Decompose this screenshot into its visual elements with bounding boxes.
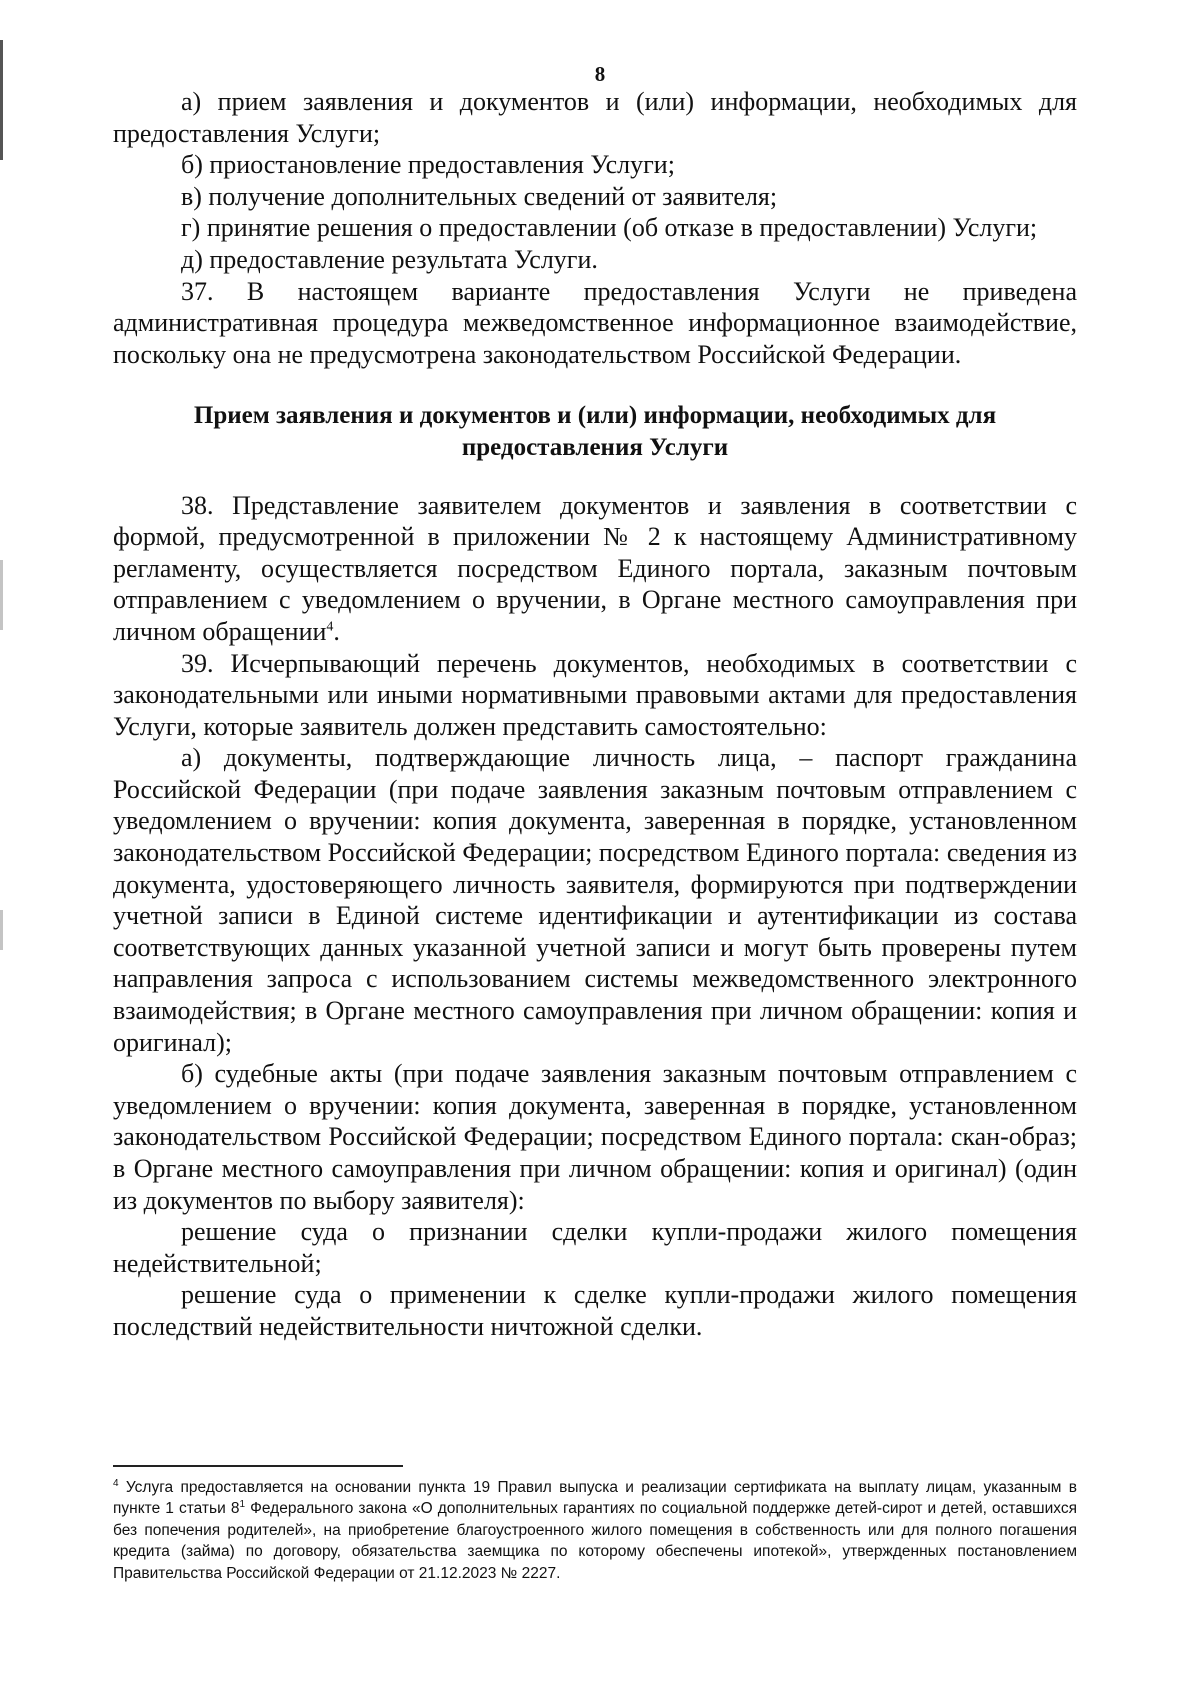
paragraph-38-end: . [333,616,340,646]
page-number: 8 [594,62,606,86]
document-body [113,86,1077,1343]
paragraph-39: 39. Исчерпывающий перечень документов, необходимых в соответствии с законодательными или иными нормативными правовыми актами для предоставления Услуги, которые заявитель должен представить самостоятельно: [113,648,1077,741]
paragraph-list-item-b: б) приостановление предоставления Услуги; [181,150,675,180]
paragraph-39-item-a: а) документы, подтверждающие личность лица, – паспорт гражданина Российской Федерации (при подаче заявления заказным почтовым отправлением с уведомлением о вручении: копия документа, заверенная в порядке, установленном законодательством Российской Федерации; посредством Единого портала: сведения из документа, удостоверяющего личность заявителя, формируются при подтверждении учетной записи в Единой системе идентификации и аутентификации из состава соответствующих данных указанной учетной записи и могут быть проверены путем направления запроса с использованием системы межведомственного электронного взаимодействия; в Органе местного самоуправления при личном обращении: копия и оригинал); [113,743,1077,1057]
paragraph-list-item-v: в) получение дополнительных сведений от заявителя; [181,181,778,211]
paragraph-list-item-d: д) предоставление результата Услуги. [181,244,598,274]
footnote-article-superscript: 1 [239,1499,246,1511]
paragraph-list-item-a: а) прием заявления и документов и (или) информации, необходимых для предоставления Услуги; [113,87,1077,148]
footnote-text-part1: Услуга предоставляется на основании пункта 19 Правил выпуска и реализации сертификата на выплату лицам, указанным в пункте 1 статьи 8 [113,1479,1077,1518]
scan-edge-mark [0,560,3,630]
footnote-reference[interactable]: 4 [326,619,334,635]
footnote [113,1477,1077,1584]
paragraph-court-decision-2: решение суда о применении к сделке купли-продажи жилого помещения последствий недействительности ничтожной сделки. [113,1280,1077,1341]
paragraph-court-decision-1: решение суда о признании сделки купли-продажи жилого помещения недействительной; [113,1217,1077,1278]
footnote-marker: 4 [113,1477,119,1489]
scan-edge-mark [0,40,3,160]
paragraph-38-text: 38. Представление заявителем документов и заявления в соответствии с формой, предусмотренной в приложении № 2 к настоящему Административному регламенту, осуществляется посредством Единого портала, заказным почтовым отправлением с уведомлением о вручении, в Органе местного самоуправления при личном обращении [113,490,1077,646]
footnote-text-part2: Федерального закона «О дополнительных гарантиях по социальной поддержке детей-сирот и детей, оставшихся без попечения родителей», на приобретение благоустроенного жилого помещения в собственность или для полного погашения кредита (займа) по договору, обязательства заемщика по которому обеспечены ипотекой», утвержденных постановлением Правительства Российской Федерации от 21.12.2023 № 2227. [113,1500,1077,1582]
scan-edge-mark [0,910,3,950]
footnote-separator [113,1465,403,1467]
paragraph-39-item-b: б) судебные акты (при подаче заявления заказным почтовым отправлением с уведомлением о вручении: копия документа, заверенная в порядке, установленном законодательством Российской Федерации; посредством Единого портала: скан-образ; в Органе местного самоуправления при личном обращении: копия и оригинал) (один из документов по выбору заявителя): [113,1059,1077,1215]
section-heading: Прием заявления и документов и (или) информации, необходимых для предоставления Услуги [193,402,997,461]
paragraph-37: 37. В настоящем варианте предоставления Услуги не приведена административная процедура межведомственное информационное взаимодействие, поскольку она не предусмотрена законодательством Российской Федерации. [113,276,1077,369]
paragraph-list-item-g: г) принятие решения о предоставлении (об отказе в предоставлении) Услуги; [181,213,1038,243]
paragraph-38 [113,490,1077,648]
